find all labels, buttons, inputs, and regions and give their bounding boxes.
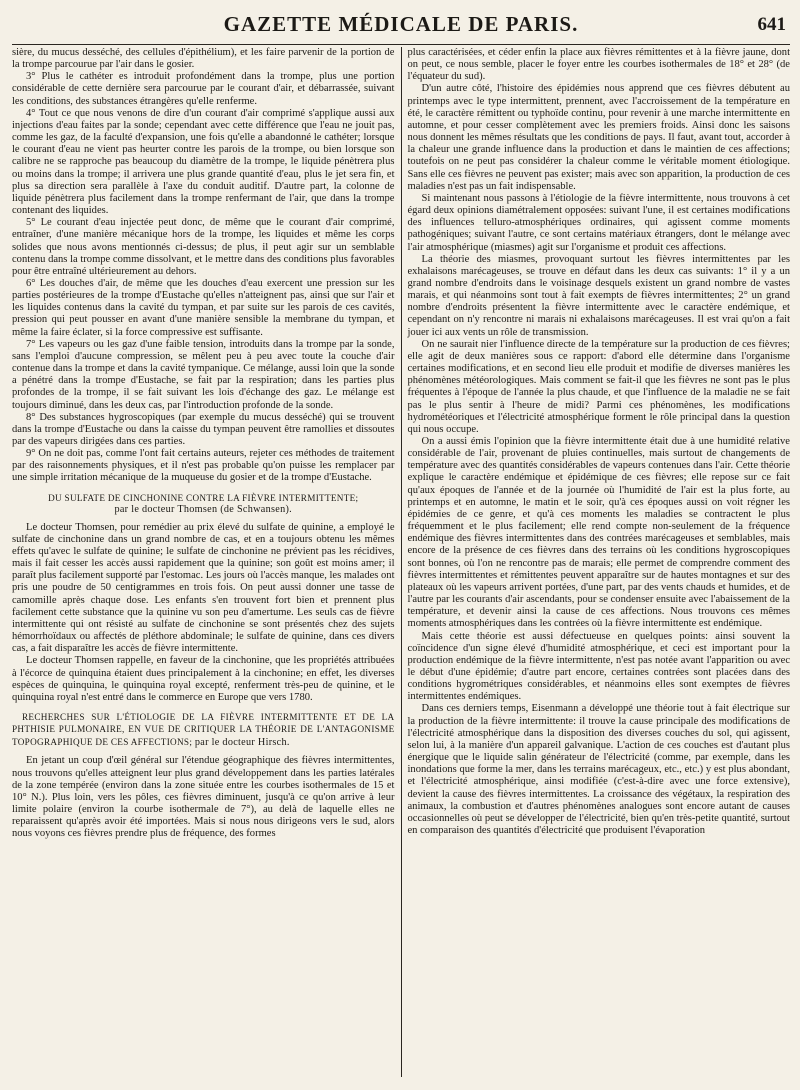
page-header	[12, 4, 790, 44]
paragraph: On ne saurait nier l'influence directe de la température sur la production de ces fièvres; elle agit de deux manières sous ce rapport: d'abord elle détermine dans l'organisme certaines modifications, et en second lieu elle produit et modifie de diverses manières les phénomènes météorologiques. Mais comment se fait-il que les fièvres ne sont pas le plus fréquentes à l'époque de l'année la plus chaude, et que l'influence de la maladie ne se fait pas le plus sentir à l'heure de midi? Parmi ces phénomènes, les modifications hydrométéoriques et l'électricité atmosphérique forment le rôle principal dans la question qui nous occupe.	[407, 338, 790, 435]
paragraph: On a aussi émis l'opinion que la fièvre intermittente était due à une humidité relative considérable de l'air, provenant de pluies continuelles, mais surtout de changements de température avec des quantités considérables de vapeurs contenues dans l'air. Cette théorie explique le caractère endémique et épidémique de ces fièvres; elle repose sur ce fait qu'aux époques de l'année et de la journée où l'humidité de l'air est la plus forte, au printemps et en automne, le matin et le soir, qu'à ces époques aussi on voit régner les épidémies de ce genre, et qu'à ces moments les maladies se contractent le plus fréquemment et le plus facilement; elle rend compte non-seulement de la fréquence endémique des fièvres intermittentes dans des contrées marécageuses et semblables, mais encore de la présence de ces fièvres dans des terrains où les conditions hygroscopiques sont bonnes, où l'on ne rencontre pas de marais; elle permet de comprendre comment des fièvres intermittentes et rémittentes peuvent apparaître sur de hautes montagnes et sur des plateaux où les vapeurs arrivent portées, d'une part, par des vents chauds et humides, et de l'autre par les courants d'air ascendants, pour se condenser ensuite avec l'abaissement de la température, et devenir ainsi la cause de ces affections. Nous trouvons ces mêmes moments atmosphériques dans les contrées où la fièvre intermittente est endémique.	[407, 436, 790, 630]
paragraph: Le docteur Thomsen rappelle, en faveur de la cinchonine, que les propriétés attribuées à l'écorce de quinquina étaient dues principalement à la cinchonine; en effet, les diverses espèces de quinquina, le quinquina royal excepté, renferment très-peu de quinine, et le quinquina royal n'est entré dans le commerce en Europe que vers 1780.	[12, 655, 395, 703]
section-heading-hirsch	[12, 712, 395, 750]
paragraph: plus caractérisées, et céder enfin la place aux fièvres rémittentes et à la fièvre jaune, dont on peut, ce nous semble, placer le foyer entre les courbes isothermales de 18° et 28° (de l'équateur du sud).	[407, 47, 790, 83]
section-title: RECHERCHES SUR L'ÉTIOLOGIE DE LA FIÈVRE INTERMITTENTE ET DE LA PHTHISIE PULMONAIRE, EN VUE DE CRITIQUER LA THÉORIE DE L'ANTAGONISME TOPOGRAPHIQUE DE CES AFFECTIONS;	[12, 711, 395, 747]
paragraph: 6° Les douches d'air, de même que les douches d'eau exercent une pression sur les parties postérieures de la trompe d'Eustache qu'elles n'atteignent pas, ainsi que sur l'air et les liquides contenus dans la cavité du tympan, et par suite sur les parois de ces cavités, pression qui peut pousser en avant d'une manière sensible la membrane du tympan, et même la faire éclater, si la force compressive est suffisante.	[12, 277, 395, 338]
journal-title: GAZETTE MÉDICALE DE PARIS.	[223, 12, 579, 36]
paragraph: Si maintenant nous passons à l'étiologie de la fièvre intermittente, nous trouvons à cet égard deux opinions diamétralement opposées: suivant l'une, il est certaines modifications des influences telluro-atmosphériques ordinaires, qui agissent comme moments pathogéniques; suivant l'autre, ce sont certains matériaux étrangers, dont le mélange avec l'air atmosphérique (miasmes) agit sur l'organisme et produit ces affections.	[407, 192, 790, 253]
right-column	[402, 47, 791, 1077]
header-rule	[12, 44, 790, 45]
paragraph: La théorie des miasmes, provoquant surtout les fièvres intermittentes par les exhalaisons marécageuses, se trouve en défaut dans les deux cas suivants: 1° il y a un grand nombre d'endroits dans le voisinage desquels existent un grand nombre de vastes marais, et qui néanmoins sont tout à fait exempts de fièvres intermittentes; 2° un grand nombre d'endroits présentent la fièvre intermittente avec le caractère endémique, et cependant on n'y rencontre ni marais ni exhalaisons marécageuses. Il est vrai qu'on a fait jouer ici aux vents un rôle de transmission.	[407, 253, 790, 338]
paragraph: 7° Les vapeurs ou les gaz d'une faible tension, introduits dans la trompe par la sonde, sans l'emploi d'aucune compression, se mêlent peu à peu avec toute la couche d'air contenue dans la trompe et dans la cavité tympanique. Ce mélange, aussi loin que la sonde a pénétré dans la trompe d'Eustache, se fait par la respiration; dans les parties plus profondes de la trompe, il se fait suivant les lois d'échange des gaz. Le mélange est toujours diminué, dans les deux cas, par l'introduction profonde de la sonde.	[12, 338, 395, 411]
paragraph: Dans ces derniers temps, Eisenmann a développé une théorie tout à fait électrique sur la production de la fièvre intermittente: il trouve la cause principale des modifications de l'électricité atmosphérique dans la disposition des diverses couches du sol, qui agissent, selon lui, à la manière d'un appareil galvanique. L'action de ces couches est d'autant plus énergique que le liquide salin générateur de l'électricité (comme, par exemple, dans les inondations que forme la mer, dans les terrains marécageux, etc., etc.) y est plus abondant, et l'électricité atmosphérique, ainsi modifiée (c'est-à-dire avec une force extensive), devient la cause des fièvres intermittentes. La croissance des végétaux, la respiration des animaux, la combustion et d'autres phénomènes analogues sont encore autant de causes occasionnelles où peut se développer de l'électricité, bien qu'en très-petite quantité, surtout en comparaison des quantités d'électricité que produisent l'évaporation	[407, 703, 790, 836]
section-byline: par le docteur Thomsen (de Schwansen).	[114, 504, 293, 516]
paragraph: En jetant un coup d'œil général sur l'étendue géographique des fièvres intermittentes, nous trouvons qu'elles atteignent leur plus grand développement dans les parties latérales de la zone tempérée (environ dans la zone située entre les courbes isothermales de 15 et 10° N.). Plus loin, vers les pôles, ces fièvres diminuent, jusqu'à ce qu'on arrive à leur limite polaire (environ la courbe isothermale de 7°), au delà de laquelle elles ne reparaissent qu'après avoir été importées. Mais si nous nous dirigeons vers le sud, alors nous voyons ces fièvres prendre plus de fréquence, des formes	[12, 755, 395, 840]
paragraph: D'un autre côté, l'histoire des épidémies nous apprend que ces fièvres débutent au printemps avec le type intermittent, prennent, avec l'accroissement de la température en été, le caractère rémittent ou typhoïde continu, pour revenir à une marche intermittente en automne, et pour cesser complètement avec les premiers froids. Ainsi donc les saisons nous donnent les mêmes résultats que les conditions de pays. Il faut, avant tout, accorder à la chaleur une grande influence dans la production et dans le maintien de ces affections; toutefois on ne peut pas considérer la chaleur comme le véritable moment étiologique. Sans elle ces fièvres ne peuvent pas exister; mais avec son apparition, la production de ces maladies n'est pas un fait indispensable.	[407, 83, 790, 192]
paragraph: 4° Tout ce que nous venons de dire d'un courant d'air comprimé s'applique aussi aux injections d'eau faites par la sonde; cependant avec cette différence que l'eau ne jouit pas, comme les gaz, de la faculté d'expansion, une fois qu'elle a abandonné le cathéter; lorsque le courant d'eau ne vient pas heurter contre les parois de la trompe, ou bien lorsque son calibre ne se rapproche pas beaucoup du diamètre de la trompe, le liquide pénètrera plus ou moins dans la trompe; il arrivera une plus grande quantité d'eau, plus le jet sera fin, et plus sa direction sera parallèle à l'axe du conduit auditif. D'autre part, la colonne de liquide pénètrera plus facilement dans la trompe renfermant de l'air, que dans la trompe contenant des liquides.	[12, 107, 395, 217]
two-column-body	[12, 47, 790, 1077]
paragraph: 3° Plus le cathéter es introduit profondément dans la trompe, plus une portion considérable de cette dernière sera parcourue par le courant d'air, et débarrassée, suivant les conditions, des substances étrangères qu'elle renferme.	[12, 71, 395, 107]
article-hirsch	[12, 755, 395, 840]
paragraph: Le docteur Thomsen, pour remédier au prix élevé du sulfate de quinine, a employé le sulfate de cinchonine dans un grand nombre de cas, et en a toujours obtenu les mêmes effets qu'avec le sulfate de quinine; le sulfate de cinchonine ne prévient pas les récidives, mais il fait cesser les accès aussi rapidement que la quinine; son goût est moins amer; il paraît plus facilement supporté par l'estomac. Les jours où l'accès manque, les malades ont pris une poudre de 50 centigrammes en trois fois. On peut aussi donner une tasse de camomille après chaque dose. Les enfants s'en trouvent fort bien et prennent plus facilement cette substance que la quinine vu son peu d'amertume. Les seuls cas de fièvre intermittente qui ont résisté au sulfate de cinchonine se sont présentés chez des sujets hémorrhoïdaux ou affectés de pléthore abdominale; le sulfate de quinine, dans ces divers cas, a fait disparaître les accès de fièvre intermittente.	[12, 521, 395, 655]
paragraph: 8° Des substances hygroscopiques (par exemple du mucus desséché) qui se trouvent dans la trompe d'Eustache ou dans la caisse du tympan peuvent être ramollies et dissoutes par des vapeurs dirigées dans ces parties.	[12, 411, 395, 447]
paragraph: Mais cette théorie est aussi défectueuse en quelques points: ainsi souvent la coïncidence d'un signe élevé d'humidité atmosphérique, et ceci est important pour la production endémique de la fièvre intermittente, n'est pas notée avant l'apparition ou avec le début d'une épidémie; d'autre part encore, certaines contrées sont placées dans des conditions hygrométriques considérables, et néanmoins elles sont exemptes de fièvres intermittentes endémiques.	[407, 630, 790, 703]
page-number: 641	[757, 14, 786, 35]
section-byline: par le docteur Hirsch.	[194, 736, 290, 748]
paragraph: 5° Le courant d'eau injectée peut donc, de même que le courant d'air comprimé, entraîner, d'une manière mécanique hors de la trompe, les liquides et même les corps solides que nous avons mentionnés ci-dessus; de plus, il peut agir sur un semblable contenu dans la trompe comme dissolvant, et le mettre dans des conditions plus favorables pour être entraîné ultérieurement au dehors.	[12, 217, 395, 277]
section-title: DU SULFATE DE CINCHONINE CONTRE LA FIÈVRE INTERMITTENTE;	[48, 492, 359, 503]
paragraph: 9° On ne doit pas, comme l'ont fait certains auteurs, rejeter ces méthodes de traitement par des raisonnements physiques, et il n'est pas probable qu'on puisse les remplacer par une simple irritation mécanique de la muqueuse du gosier et de la trompe d'Eustache.	[12, 448, 395, 484]
article-cinchonine	[12, 522, 395, 704]
article-continuation	[12, 47, 395, 485]
paragraph: sière, du mucus desséché, des cellules d'épithélium), et les faire parvenir de la portion de la trompe parcourue par l'air dans le gosier.	[12, 47, 395, 71]
section-heading-cinchonine	[12, 493, 395, 516]
left-column	[12, 47, 401, 1077]
